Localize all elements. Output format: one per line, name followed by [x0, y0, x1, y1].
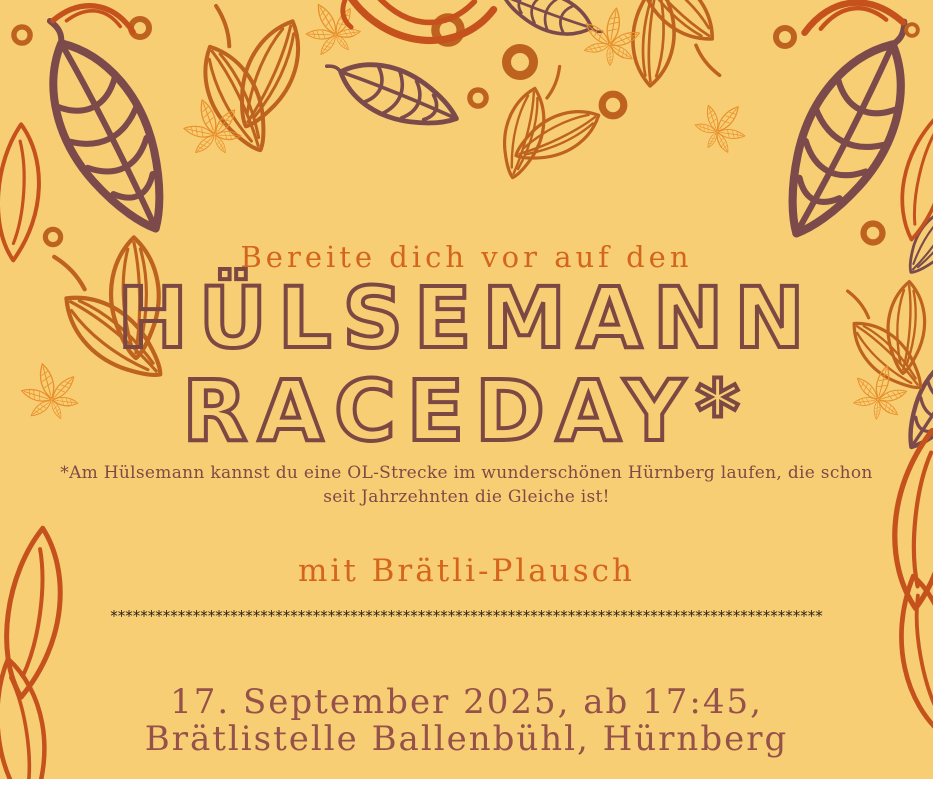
- footnote-line2: seit Jahrzehnten die Gleiche ist!: [323, 487, 610, 507]
- crescent-leaf-icon: [53, 1, 136, 32]
- chestnut-leaf-icon: [685, 90, 758, 163]
- pod-cluster-icon: [473, 52, 623, 211]
- event-title: [0, 269, 933, 460]
- footnote: [0, 461, 933, 509]
- maroon-leaf-icon: [318, 44, 466, 141]
- maroon-leaf-icon: [760, 3, 933, 252]
- event-date-line2: Brätlistelle Ballenbühl, Hürnberg: [144, 719, 789, 759]
- event-date-location: [0, 684, 933, 758]
- tagline: Bereite dich vor auf den: [240, 240, 693, 274]
- top-arc-leaf-icon: [343, 0, 494, 40]
- asterisk-divider: ***********************************************************************************************: [110, 607, 823, 625]
- maroon-leaf-icon: [14, 3, 191, 247]
- event-title-line2: RACEDAY*: [182, 362, 751, 460]
- ring-dot-icon: [776, 28, 794, 46]
- crescent-leaf-icon: [802, 0, 903, 33]
- ring-dot-icon: [906, 24, 918, 36]
- event-title-line1: HÜLSEMANN: [117, 269, 816, 367]
- ring-dot-icon: [602, 94, 624, 116]
- ring-dot-icon: [507, 49, 534, 76]
- maroon-leaf-icon: [497, 0, 608, 49]
- ring-dot-icon: [470, 90, 486, 106]
- event-date-line1: 17. September 2025, ab 17:45,: [170, 682, 763, 722]
- footnote-line1: *Am Hülsemann kannst du eine OL-Strecke im wunderschönen Hürnberg laufen, die schon: [60, 463, 873, 483]
- ring-dot-icon: [14, 27, 30, 43]
- subtitle: mit Brätli-Plausch: [298, 553, 635, 589]
